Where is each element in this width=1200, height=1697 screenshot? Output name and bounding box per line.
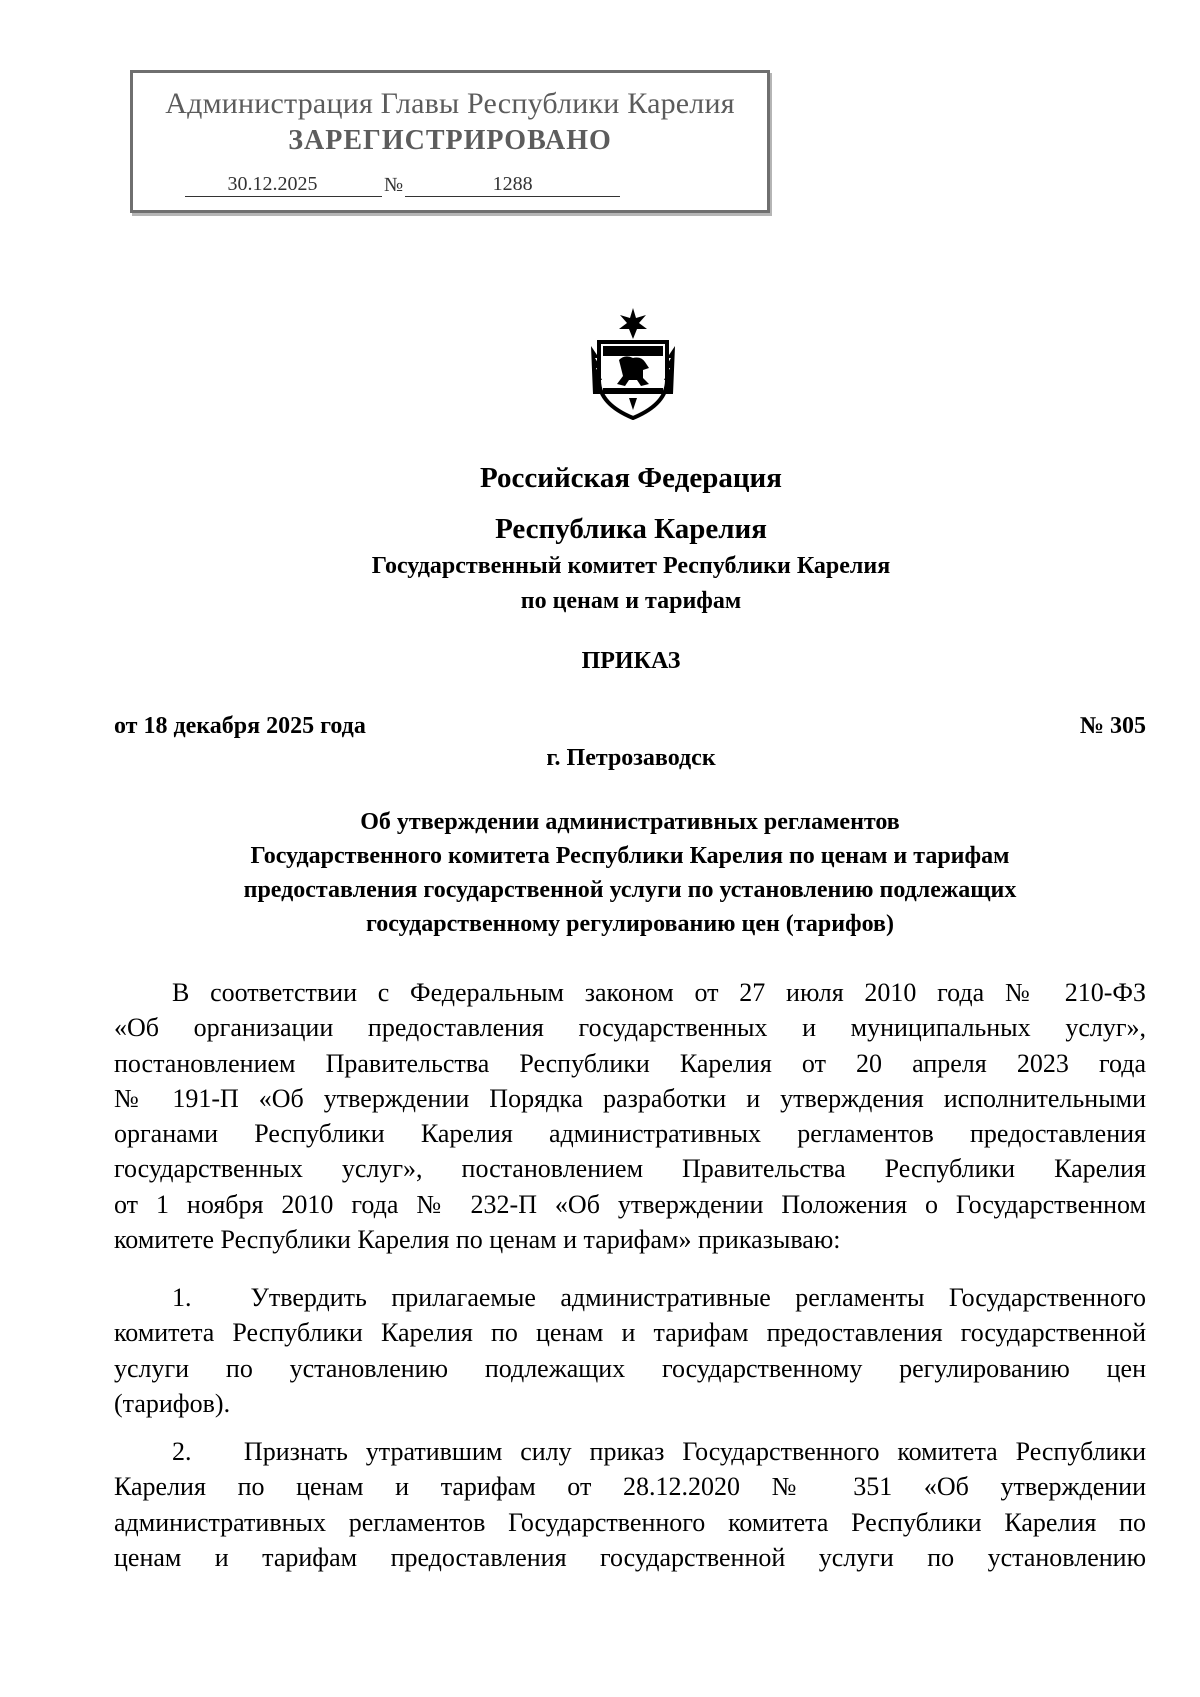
stamp-gap: [360, 196, 382, 197]
preamble-line: В соответствии с Федеральным законом от 27 июля 2010 года № 210-ФЗ: [172, 978, 1146, 1007]
order-number: № 305: [1079, 713, 1146, 739]
title-line: государственному регулированию цен (тарифов): [365, 911, 895, 937]
preamble-line: от 1 ноября 2010 года № 232-П «Об утверждении Положения о Государственном: [114, 1189, 1146, 1219]
item-2-line: ценам и тарифам предоставления государственной услуги по установлению: [114, 1542, 1146, 1572]
preamble-line: № 191-П «Об утверждении Порядка разработки и утверждения исполнительными: [114, 1083, 1146, 1113]
preamble-line: государственных услуг», постановлением Правительства Республики Карелия: [114, 1154, 1146, 1184]
republic-heading: Республика Карелия: [495, 513, 767, 545]
item-2-paragraph: [114, 1434, 1146, 1575]
title-line: предоставления государственной услуги по установлению подлежащих: [243, 877, 1017, 903]
preamble-line: комитете Республики Карелия по ценам и тарифам» приказываю:: [114, 1225, 841, 1255]
stamp-organization: Администрация Главы Республики Карелия: [165, 87, 735, 120]
title-line: Об утверждении административных регламентов: [360, 809, 900, 835]
order-city: г. Петрозаводск: [546, 745, 716, 771]
item-2-line: Признать утратившим силу приказ Государственного комитета Республики: [243, 1437, 1147, 1466]
item-1-paragraph: [114, 1280, 1146, 1421]
item-1-line: услуги по установлению подлежащих государственному регулированию цен: [114, 1353, 1146, 1383]
title-line: Государственного комитета Республики Карелия по ценам и тарифам: [250, 843, 1010, 869]
order-date: от 18 декабря 2025 года: [114, 713, 366, 739]
item-1-line: Утвердить прилагаемые административные регламенты Государственного: [250, 1283, 1146, 1312]
item-2-line: административных регламентов Государственного комитета Республики Карелия по: [114, 1507, 1146, 1537]
stamp-date: 30.12.2025: [185, 173, 360, 197]
committee-heading-line2: по ценам и тарифам: [520, 588, 742, 614]
item-2-line: Карелия по ценам и тарифам от 28.12.2020 № 351 «Об утверждении: [114, 1472, 1146, 1502]
item-2-first-line: [114, 1434, 1146, 1469]
document-title: [114, 805, 1146, 941]
stamp-number: 1288: [405, 173, 620, 197]
preamble-line: постановлением Правительства Республики Карелия от 20 апреля 2023 года: [114, 1048, 1146, 1078]
registration-stamp: [130, 70, 770, 213]
document-type: ПРИКАЗ: [581, 648, 681, 674]
karelia-coat-of-arms-icon: [585, 306, 681, 420]
item-2-number: 2.: [172, 1437, 192, 1466]
item-1-first-line: [114, 1280, 1146, 1315]
item-1-line: (тарифов).: [114, 1388, 231, 1418]
preamble-line: «Об организации предоставления государственных и муниципальных услуг»,: [114, 1013, 1146, 1043]
item-1-number: 1.: [172, 1283, 192, 1312]
stamp-registration-line: [185, 173, 620, 197]
preamble-line: органами Республики Карелия административных регламентов предоставления: [114, 1119, 1146, 1149]
item-1-line: комитета Республики Карелия по ценам и тарифам предоставления государственной: [114, 1318, 1146, 1348]
stamp-number-sign: №: [384, 174, 404, 196]
country-heading: Российская Федерация: [480, 462, 782, 494]
preamble-paragraph: [114, 975, 1146, 1257]
committee-heading-line1: Государственный комитет Республики Карелия: [371, 553, 891, 579]
stamp-status: ЗАРЕГИСТРИРОВАНО: [288, 125, 612, 156]
